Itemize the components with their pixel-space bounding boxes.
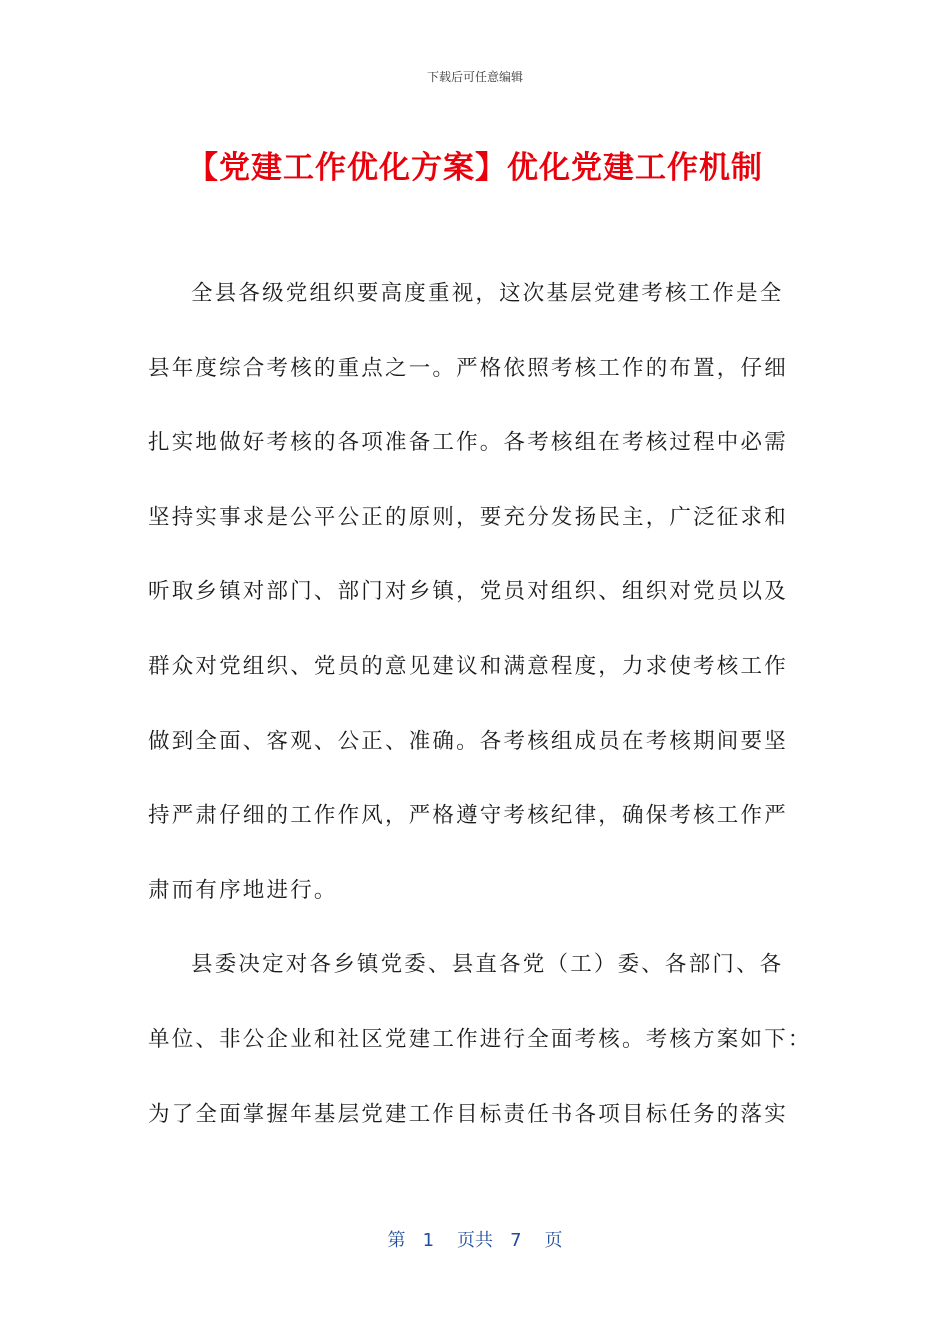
text-line: 肃而有序地进行。 bbox=[148, 877, 338, 903]
text-line: 听取乡镇对部门、部门对乡镇，党员对组织、组织对党员以及 bbox=[148, 579, 788, 605]
text-line: 全县各级党组织要高度重视，这次基层党建考核工作是全 bbox=[191, 281, 784, 306]
footer-prefix: 第 bbox=[387, 1230, 406, 1251]
paragraph-2 bbox=[148, 943, 812, 1167]
footer-page-number: 1 bbox=[422, 1230, 435, 1251]
text-line: 持严肃仔细的工作作风，严格遵守考核纪律，确保考核工作严 bbox=[148, 803, 788, 829]
footer-middle: 页共 bbox=[457, 1230, 493, 1251]
text-line: 做到全面、客观、公正、准确。各考核组成员在考核期间要坚 bbox=[148, 728, 788, 754]
text-line: 县委决定对各乡镇党委、县直各党（工）委、各部门、各 bbox=[191, 952, 784, 978]
text-line: 扎实地做好考核的各项准备工作。各考核组在考核过程中必需 bbox=[148, 430, 788, 456]
document-title: 【党建工作优化方案】优化党建工作机制 bbox=[187, 150, 763, 186]
footer-suffix: 页 bbox=[544, 1230, 563, 1251]
page-footer bbox=[0, 1226, 950, 1252]
paragraph-1 bbox=[148, 272, 793, 943]
footer-total-pages: 7 bbox=[510, 1230, 522, 1251]
text-line: 为了全面掌握年基层党建工作目标责任书各项目标任务的落实 bbox=[148, 1101, 788, 1127]
document-body bbox=[148, 272, 812, 1167]
text-line: 县年度综合考核的重点之一。严格依照考核工作的布置，仔细 bbox=[148, 355, 788, 381]
text-line: 群众对党组织、党员的意见建议和满意程度，力求使考核工作 bbox=[148, 653, 788, 679]
header-note: 下载后可任意编辑 bbox=[426, 70, 523, 84]
text-line: 单位、非公企业和社区党建工作进行全面考核。考核方案如下： bbox=[148, 1026, 812, 1052]
text-line: 坚持实事求是公平公正的原则，要充分发扬民主，广泛征求和 bbox=[148, 504, 788, 530]
